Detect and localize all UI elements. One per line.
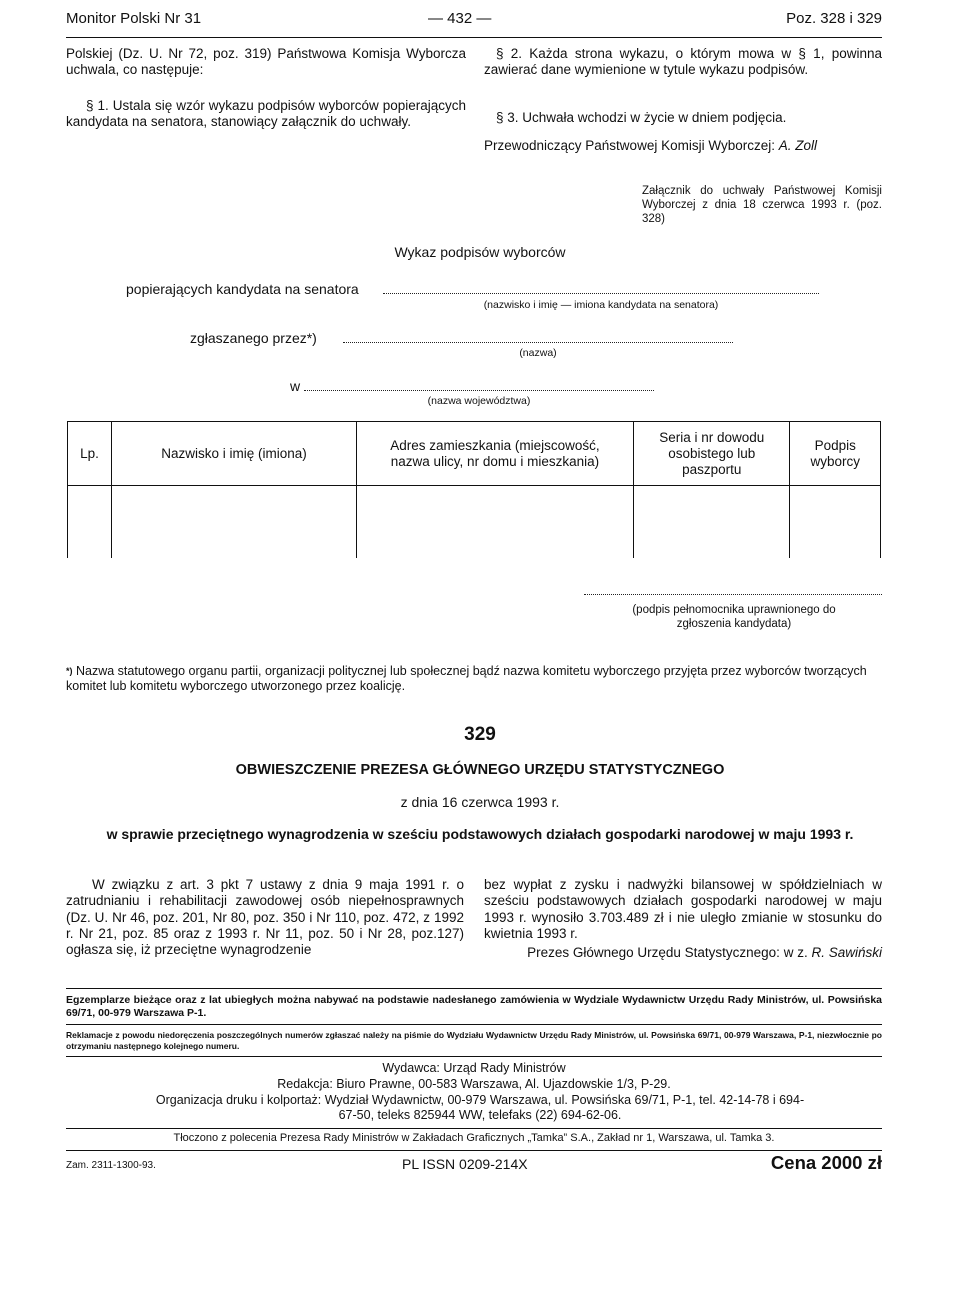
candidate-hint: (nazwisko i imię — imiona kandydata na senatora) xyxy=(483,299,719,311)
footer-issn: PL ISSN 0209-214X xyxy=(402,1156,528,1172)
footer-editorial: Redakcja: Biuro Prawne, 00-583 Warszawa, Al. Ujazdowskie 1/3, P-29. xyxy=(277,1077,671,1091)
signature-name: A. Zoll xyxy=(778,138,818,153)
col-signature: Podpis wyborcy xyxy=(790,422,881,486)
left-paragraph-1: Polskiej (Dz. U. Nr 72, poz. 319) Państwowa Komisja Wyborcza uchwala, co następuje: xyxy=(66,46,466,77)
footer-complaints: Reklamacje z powodu niedoręczenia poszczególnych numerów zgłaszać należy na piśmie do Wydziału Wydawnictw Urzędu Rady Ministrów, ul. Powsińska 69/71, 00-979 Warszawa, P-1, niezwłocznie po otrzymaniu następnego kolejnego numeru. xyxy=(66,1030,882,1051)
table-cell xyxy=(68,486,112,558)
table-cell xyxy=(634,486,790,558)
nominated-by-hint: (nazwa) xyxy=(519,347,557,359)
table-cell xyxy=(356,486,633,558)
table-cell xyxy=(112,486,357,558)
footer-rule-4 xyxy=(66,1128,882,1129)
col-lp: Lp. xyxy=(68,422,112,486)
nominated-by-label: zgłaszanego przez*) xyxy=(190,330,317,346)
footer-order-number: Zam. 2311-1300-93. xyxy=(66,1160,156,1171)
footer-printed: Tłoczono z polecenia Prezesa Rady Ministrów w Zakładach Graficznych „Tamka” S.A., Zakład nr 1, Warszawa, ul. Tamka 3. xyxy=(173,1132,775,1144)
footnote-text: Nazwa statutowego organu partii, organizacji politycznej lub społecznej bądź nazwa komitetu wyborczego przyjęta przez wyborców tworzących komitet lub komitetu wyborczego utworzonego przez koalicję. xyxy=(66,664,867,693)
page-number: — 432 — xyxy=(428,10,492,27)
position-ref: Poz. 328 i 329 xyxy=(786,10,882,27)
signature-table xyxy=(67,421,881,558)
right-paragraph-1: § 2. Każda strona wykazu, o którym mowa w § 1, powinna zawierać dane wymienione w tytule wykazu podpisów. xyxy=(484,46,882,77)
attachment-note: Załącznik do uchwały Państwowej Komisji Wyborczej z dnia 18 czerwca 1993 r. (poz. 328) xyxy=(642,184,882,225)
voivodeship-line xyxy=(304,390,654,391)
right-paragraph-2: § 3. Uchwała wchodzi w życie w dniem podjęcia. xyxy=(496,110,787,125)
footnote xyxy=(66,664,882,694)
nominated-by-line xyxy=(343,342,733,343)
notice-subject: w sprawie przeciętnego wynagrodzenia w sześciu podstawowych działach gospodarki narodowej w maju 1993 r. xyxy=(106,826,854,842)
notice-title: OBWIESZCZENIE PREZESA GŁÓWNEGO URZĘDU STATYSTYCZNEGO xyxy=(235,762,725,778)
footer-publisher: Wydawca: Urząd Rady Ministrów xyxy=(382,1061,566,1075)
col-address: Adres zamieszkania (miejscowość, nazwa ulicy, nr domu i mieszkania) xyxy=(356,422,633,486)
voivodeship-label: w xyxy=(290,378,301,394)
footer-orders: Egzemplarze bieżące oraz z lat ubiegłych można nabywać na podstawie nadesłanego zamówienia w Wydziale Wydawnictw Urzędu Rady Ministrów, ul. Powsińska 69/71, 00-979 Warszawa P-1. xyxy=(66,994,882,1019)
footer-rule-1 xyxy=(66,988,882,989)
footer-rule-2 xyxy=(66,1024,882,1025)
attorney-signature-line xyxy=(584,594,882,595)
footer-price: Cena 2000 zł xyxy=(770,1152,882,1173)
candidate-line xyxy=(383,293,819,294)
attorney-signature-hint: (podpis pełnomocnika uprawnionego do zgłoszenia kandydata) xyxy=(632,604,836,630)
col-id: Seria i nr dowodu osobistego lub paszportu xyxy=(634,422,790,486)
table-row xyxy=(68,486,881,558)
notice-left-paragraph: W związku z art. 3 pkt 7 ustawy z dnia 9 maja 1991 r. o zatrudnianiu i rehabilitacji zawodowej osób niepełnosprawnych (Dz. U. Nr 46, poz. 201, Nr 80, poz. 350 i Nr 110, poz. 472, z 1992 r. Nr 21, poz. 85 oraz z 1993 r. Nr 11, poz. 50 i Nr 28, poz.127) ogłasza się, iż przeciętne wynagrodzenie xyxy=(66,877,464,958)
notice-signature xyxy=(484,945,882,961)
notice-signature-name: R. Sawiński xyxy=(811,945,882,960)
table-header-row xyxy=(68,422,881,486)
voivodeship-hint: (nazwa województwa) xyxy=(427,395,531,407)
candidate-label: popierających kandydata na senatora xyxy=(126,281,359,297)
notice-signature-label: Prezes Głównego Urzędu Statystycznego: w z. xyxy=(527,945,808,960)
col-name: Nazwisko i imię (imiona) xyxy=(112,422,357,486)
left-paragraph-2: § 1. Ustala się wzór wykazu podpisów wyborców popierających kandydata na senatora, stanowiący załącznik do uchwały. xyxy=(66,98,466,129)
journal-title: Monitor Polski Nr 31 xyxy=(66,10,202,27)
signature-label: Przewodniczący Państwowej Komisji Wyborczej: xyxy=(484,138,775,153)
footer-distribution: Organizacja druku i kolportaż: Wydział Wydawnictw, 00-979 Warszawa, ul. Powsińska 69/71, P-1, tel. 42-14-78 i 694-67-50, teleks 825944 WW, telefaks (22) 694-62-06. xyxy=(155,1093,805,1122)
notice-right-paragraph: bez wypłat z zysku i nadwyżki bilansowej w spółdzielniach w sześciu podstawowych działach gospodarki narodowej w maju 1993 r. wynosiło 3.703.489 zł i nie uległo zmianie w stosunku do kwietnia 1993 r. xyxy=(484,877,882,941)
header-rule xyxy=(66,37,882,38)
notice-date: z dnia 16 czerwca 1993 r. xyxy=(400,794,560,810)
table-cell xyxy=(790,486,881,558)
form-title: Wykaz podpisów wyborców xyxy=(394,244,566,260)
notice-number: 329 xyxy=(464,724,496,745)
footnote-mark: *) xyxy=(66,666,73,676)
footer-rule-3 xyxy=(66,1056,882,1057)
signature-line xyxy=(484,138,882,154)
footer-rule-5 xyxy=(66,1150,882,1151)
